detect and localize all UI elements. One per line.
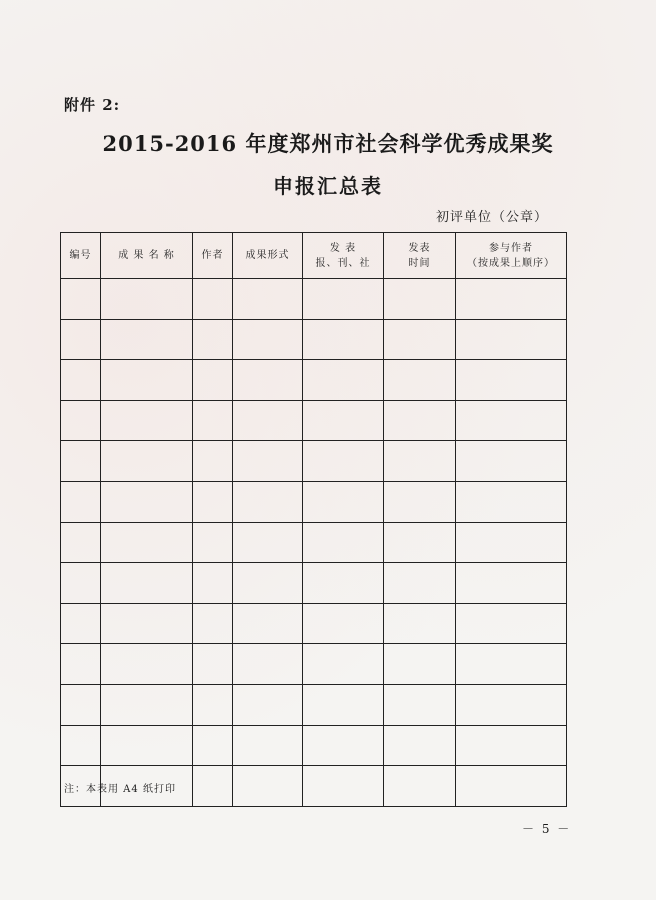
table-cell (193, 684, 233, 725)
table-cell (456, 279, 567, 320)
table-cell (61, 725, 101, 766)
table-cell (456, 684, 567, 725)
table-cell (384, 522, 456, 563)
table-cell (233, 563, 303, 604)
table-cell (303, 563, 384, 604)
table-row (61, 725, 567, 766)
table-cell (101, 360, 193, 401)
table-cell (303, 319, 384, 360)
header-co-authors: 参与作者 （按成果上顺序） (456, 233, 567, 279)
table-row (61, 522, 567, 563)
table-cell (384, 279, 456, 320)
table-row (61, 319, 567, 360)
table-cell (193, 481, 233, 522)
table-cell (384, 400, 456, 441)
table-cell (193, 441, 233, 482)
table-cell (61, 360, 101, 401)
table-cell (456, 441, 567, 482)
table-cell (233, 400, 303, 441)
table-cell (61, 603, 101, 644)
table-row (61, 684, 567, 725)
table-cell (456, 319, 567, 360)
table-cell (193, 725, 233, 766)
table-cell (193, 603, 233, 644)
table-cell (193, 644, 233, 685)
summary-table (60, 232, 567, 807)
table-cell (303, 400, 384, 441)
table-cell (101, 319, 193, 360)
table-cell (233, 441, 303, 482)
page-title: 2015-2016 年度郑州市社会科学优秀成果奖 (102, 131, 554, 156)
table-row (61, 603, 567, 644)
table-cell (384, 481, 456, 522)
table-cell (456, 563, 567, 604)
table-cell (61, 522, 101, 563)
table-cell (233, 481, 303, 522)
table-cell (233, 766, 303, 807)
table-cell (101, 725, 193, 766)
table-cell (233, 603, 303, 644)
header-publish-time: 发表 时间 (384, 233, 456, 279)
review-unit-label: 初评单位（公章） (436, 210, 549, 225)
table-cell (456, 481, 567, 522)
page-subtitle: 申报汇总表 (273, 174, 383, 198)
table-cell (303, 279, 384, 320)
table-cell (384, 603, 456, 644)
table-cell (193, 563, 233, 604)
table-cell (61, 644, 101, 685)
table-cell (61, 319, 101, 360)
table-cell (193, 400, 233, 441)
table-cell (61, 279, 101, 320)
table-cell (61, 684, 101, 725)
footnote: 注：本表用 A4 纸打印 (64, 784, 176, 795)
table-row (61, 481, 567, 522)
table-cell (101, 644, 193, 685)
table-cell (233, 684, 303, 725)
table-cell (101, 400, 193, 441)
table-cell (101, 684, 193, 725)
table-cell (303, 766, 384, 807)
table-cell (384, 644, 456, 685)
table-cell (303, 481, 384, 522)
table-cell (193, 522, 233, 563)
table-cell (61, 563, 101, 604)
header-publisher: 发 表 报、刊、社 (303, 233, 384, 279)
table-cell (456, 766, 567, 807)
table-row (61, 400, 567, 441)
table-cell (303, 360, 384, 401)
table-header-row (61, 233, 567, 279)
table-cell (233, 360, 303, 401)
table-row (61, 360, 567, 401)
table-cell (303, 603, 384, 644)
table-cell (101, 441, 193, 482)
table-cell (233, 644, 303, 685)
table-row (61, 563, 567, 604)
table-cell (303, 684, 384, 725)
table-cell (456, 400, 567, 441)
table-cell (384, 441, 456, 482)
table-cell (303, 522, 384, 563)
table-cell (101, 522, 193, 563)
table-cell (193, 360, 233, 401)
page-number: － 5 － (522, 822, 572, 836)
table-cell (384, 766, 456, 807)
table-row (61, 441, 567, 482)
table-cell (456, 360, 567, 401)
table-cell (101, 481, 193, 522)
table-cell (384, 684, 456, 725)
table-cell (193, 766, 233, 807)
table-cell (233, 725, 303, 766)
attachment-label: 附件 2: (64, 96, 121, 114)
table-cell (384, 319, 456, 360)
header-author: 作者 (193, 233, 233, 279)
table-cell (233, 279, 303, 320)
table-cell (61, 441, 101, 482)
table-cell (193, 319, 233, 360)
table-cell (303, 441, 384, 482)
table-cell (101, 603, 193, 644)
table-row (61, 644, 567, 685)
table-cell (384, 563, 456, 604)
table-cell (303, 725, 384, 766)
header-achievement-name: 成 果 名 称 (101, 233, 193, 279)
table-cell (101, 563, 193, 604)
table-cell (384, 725, 456, 766)
table-cell (193, 279, 233, 320)
table-cell (456, 725, 567, 766)
table-cell (101, 279, 193, 320)
table-cell (456, 603, 567, 644)
table-cell (384, 360, 456, 401)
header-achievement-form: 成果形式 (233, 233, 303, 279)
header-number: 编号 (61, 233, 101, 279)
table-row (61, 279, 567, 320)
table-cell (456, 522, 567, 563)
table-cell (456, 644, 567, 685)
table-cell (233, 522, 303, 563)
table-cell (233, 319, 303, 360)
table-cell (303, 644, 384, 685)
table-cell (61, 481, 101, 522)
table-cell (61, 400, 101, 441)
